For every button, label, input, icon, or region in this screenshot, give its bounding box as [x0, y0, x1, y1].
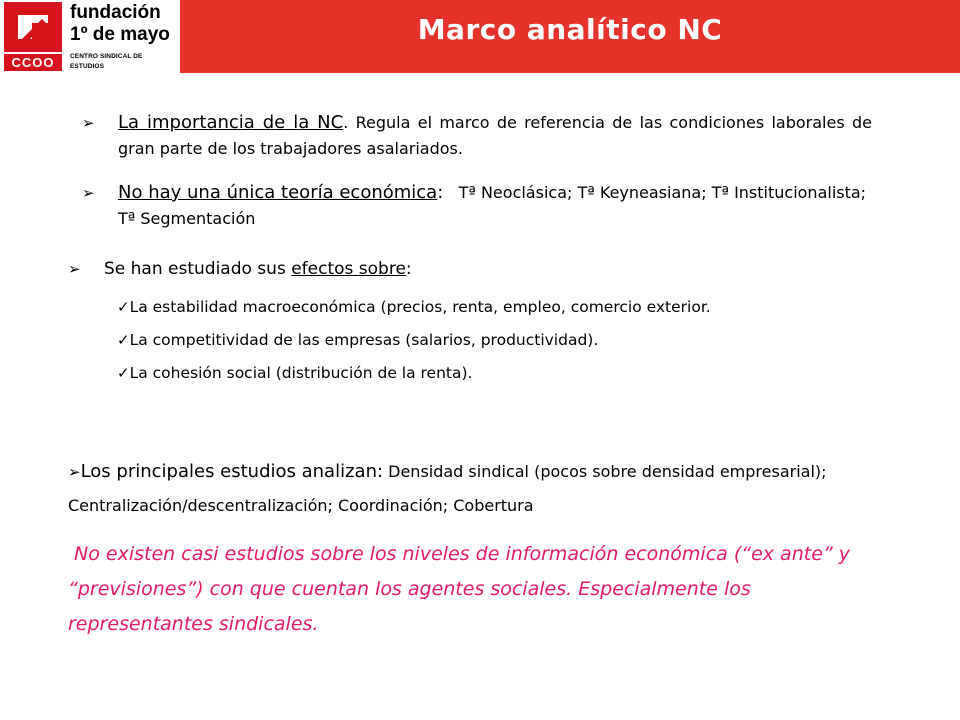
arrow-bullet-icon: ➢ — [68, 463, 81, 481]
bullet-studies-body: Densidad sindical (pocos sobre densidad empresarial); Centralización/descentralización; Coordinación; Cobertura — [68, 462, 827, 515]
check-item — [117, 293, 851, 321]
bullet-theory-body: Tª Neoclásica; Tª Keyneasiana; Tª Institucionalista; Tª Segmentación — [118, 183, 867, 228]
bullet-studies — [68, 455, 868, 523]
checkmark-icon: ✓ — [117, 364, 130, 382]
logo-line-3: CENTRO SINDICAL DE ESTUDIOS — [70, 53, 143, 70]
checkmark-icon: ✓ — [117, 298, 130, 316]
logo-emblem — [4, 2, 62, 52]
bullet-studies-text — [68, 455, 868, 523]
bullet-importance-text — [118, 110, 872, 162]
check-list — [117, 293, 851, 387]
bullet-effects-lead: Se han estudiado sus — [104, 259, 292, 279]
arrow-bullet-icon: ➢ — [68, 260, 81, 278]
bullet-effects-colon: : — [405, 259, 412, 279]
title-bar — [180, 0, 960, 73]
arrow-bullet-icon: ➢ — [82, 114, 95, 132]
bullet-importance — [82, 110, 872, 162]
logo-badge: CCOO — [4, 54, 62, 71]
bullet-importance-body: . Regula el marco de referencia de las condiciones laborales de gran parte de los trabajadores asalariados. — [118, 113, 872, 158]
note-body: No existen casi estudios sobre los niveles de información económica (“ex ante” y “previsiones”) con que cuentan los agentes sociales. Especialmente los representantes sindicales. — [68, 543, 851, 635]
check-item-text: La estabilidad macroeconómica (precios, renta, empleo, comercio exterior. — [129, 298, 711, 316]
checkmark-icon: ✓ — [117, 331, 130, 349]
bullet-effects — [68, 256, 858, 282]
arrow-bullet-icon: ➢ — [82, 184, 95, 202]
check-item — [117, 359, 851, 387]
bullet-studies-heading: Los principales estudios analizan: — [80, 461, 384, 482]
logo-text — [70, 2, 174, 72]
bullet-theory-colon: : — [437, 182, 444, 203]
logo-line-1: fundación — [70, 2, 161, 23]
logo-line-2: 1º de mayo — [70, 24, 170, 45]
page-title: Marco analítico NC — [417, 13, 723, 46]
fundacion-logo — [4, 2, 176, 72]
check-item-text: La competitividad de las empresas (salarios, productividad). — [129, 331, 599, 349]
bullet-theory-heading: No hay una única teoría económica — [118, 182, 438, 203]
bullet-effects-underlined: efectos sobre — [291, 259, 406, 279]
check-item-text: La cohesión social (distribución de la renta). — [129, 364, 473, 382]
note-text — [68, 537, 898, 642]
bullet-theory — [82, 180, 872, 232]
bullet-effects-text — [104, 256, 858, 282]
logo-mark-icon — [12, 9, 54, 45]
check-item — [117, 326, 851, 354]
bullet-importance-heading: La importancia de la NC — [118, 112, 344, 133]
bullet-theory-text — [118, 180, 872, 232]
note — [68, 537, 898, 642]
